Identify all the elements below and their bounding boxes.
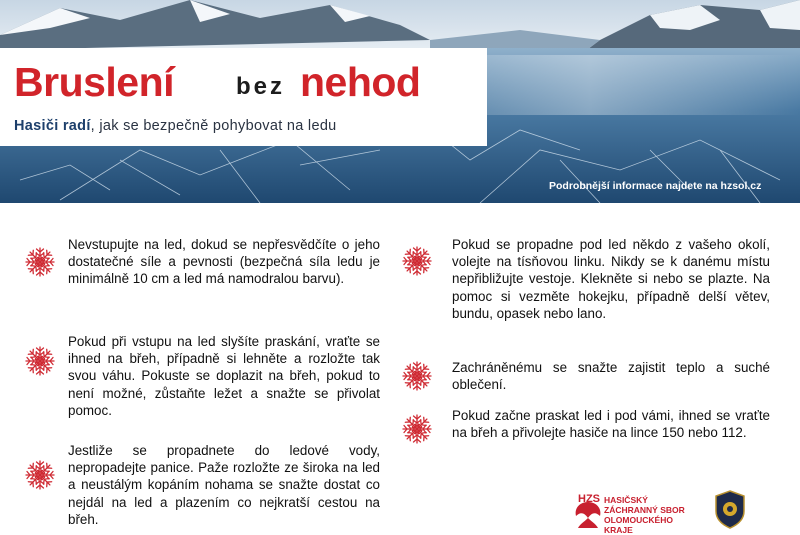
snowflake-icon (401, 360, 433, 392)
page-title-part3: nehod (300, 59, 421, 105)
tip-item: Pokud při vstupu na led slyšíte praskání, vraťte se ihned na břeh, případně si lehněte a rozložte tak svou váhu. Pokuste se doplazit na břeh, pokud to není možné, zůstaňte ležet a snažte se přivolat pomoc. (68, 334, 380, 418)
org-line: ZÁCHRANNÝ SBOR (604, 505, 685, 515)
snowflake-icon (24, 246, 56, 278)
snowflake-icon (401, 245, 433, 277)
page-title-part1: Bruslení (14, 59, 175, 105)
tip-item: Pokud začne praskat led i pod vámi, ihned se vraťte na břeh a přivolejte hasiče na lince 150 nebo 112. (452, 408, 770, 441)
more-info-link[interactable]: Podrobnější informace najdete na hzsol.cz (549, 180, 762, 192)
page-subtitle (14, 117, 337, 135)
snowflake-icon (401, 413, 433, 445)
org-line: OLOMOUCKÉHO (604, 515, 673, 525)
org-line: HASIČSKÝ (604, 495, 648, 505)
hzs-abbrev: HZS (578, 493, 600, 505)
tip-item: Jestliže se propadnete do ledové vody, nepropadejte panice. Paže rozložte ze široka na led a neustálým kopáním nohama se snažte dostat co nejdál na led a plazením co nejkratší cestou na břeh. (68, 443, 380, 527)
org-name (604, 495, 685, 535)
snowflake-icon (24, 345, 56, 377)
snowflake-icon (24, 459, 56, 491)
emblem-shield-icon (713, 489, 747, 529)
subtitle-rest: , jak se bezpečně pohybovat na ledu (90, 118, 337, 134)
subtitle-bold: Hasiči radí (14, 118, 91, 134)
tip-item: Pokud se propadne pod led někdo z vašeho okolí, volejte na tísňovou linku. Nikdy se k danému místu nepřibližujte vestoje. Klekněte si nebo se plazte. Na pomoc si vezměte hokejku, případně delší větev, bundu, opasek nebo lano. (452, 237, 770, 321)
page-title-part2: bez (236, 73, 286, 100)
org-line: KRAJE (604, 525, 633, 535)
tip-item: Nevstupujte na led, dokud se nepřesvědčíte o jeho dostatečné síle a pevnosti (bezpečná síla ledu je minimálně 10 cm a led má namodralou barvu). (68, 237, 380, 287)
tip-item: Zachráněnému se snažte zajistit teplo a suché oblečení. (452, 360, 770, 393)
